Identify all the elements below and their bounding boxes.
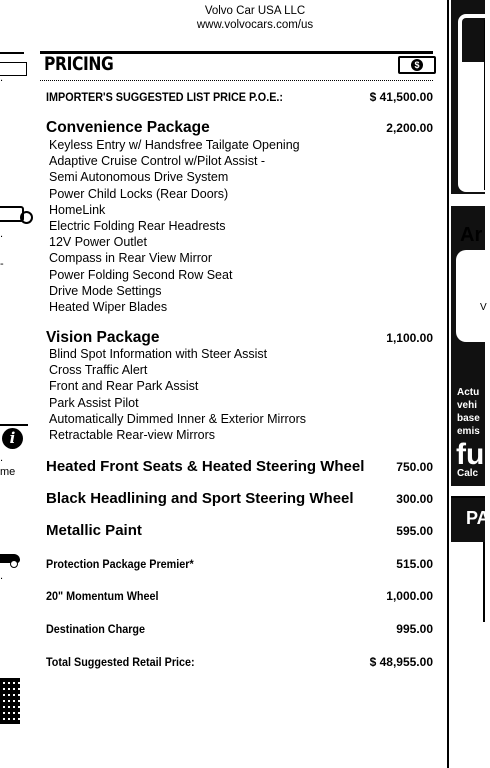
disclaimer-line: emis: [457, 426, 480, 437]
option-label: Black Headlining and Sport Steering Wheel: [46, 490, 354, 507]
package-item: Semi Autonomous Drive System: [49, 170, 229, 185]
package-item: Power Folding Second Row Seat: [49, 267, 233, 282]
left-fragment-dash: -: [0, 258, 4, 270]
total-price: $ 48,955.00: [369, 655, 433, 669]
section-header-fragment: PA: [466, 508, 490, 528]
package-title: Convenience Package: [46, 119, 210, 136]
option-label: Metallic Paint: [46, 522, 142, 539]
fuel-economy-gap: [451, 194, 485, 206]
package-item: Adaptive Cruise Control w/Pilot Assist -: [49, 154, 266, 169]
package-item: Blind Spot Information with Steer Assist: [49, 347, 268, 361]
option-price: 995.00: [396, 622, 433, 636]
fuel-economy-fragment: Ar: [460, 224, 483, 246]
package-item: 12V Power Outlet: [49, 235, 147, 250]
package-item: Retractable Rear-view Mirrors: [49, 428, 216, 443]
company-website: www.volvocars.com/us: [196, 19, 314, 31]
package-item: Drive Mode Settings: [49, 283, 162, 298]
left-fragment-dot: .: [0, 570, 4, 582]
company-name: Volvo Car USA LLC: [204, 5, 306, 17]
disclaimer-line: Actu: [457, 387, 480, 398]
fuel-gauge-icon: [0, 62, 27, 76]
package-item: Compass in Rear View Mirror: [49, 251, 213, 266]
right-panel-border: [447, 0, 449, 768]
package-item: Keyless Entry w/ Handsfree Tailgate Opening: [49, 138, 300, 152]
right-panel-rule: [483, 542, 485, 622]
left-fragment-dot: .: [0, 72, 4, 84]
package-item: Cross Traffic Alert: [49, 363, 148, 378]
option-price: 750.00: [396, 460, 433, 474]
car-wheel-icon: [10, 560, 18, 568]
fuel-economy-rule: [484, 20, 485, 190]
package-item: Park Assist Pilot: [49, 395, 139, 410]
left-fragment-text: me: [0, 466, 16, 478]
package-item: Heated Wiper Blades: [49, 300, 168, 315]
package-item: HomeLink: [49, 202, 106, 217]
package-price: 2,200.00: [386, 121, 433, 135]
package-item: Power Child Locks (Rear Doors): [49, 186, 229, 201]
dollar-coin-icon: $: [411, 59, 423, 71]
disclaimer-line: vehi: [457, 400, 478, 411]
option-label: Destination Charge: [46, 622, 146, 636]
fueleconomy-logo-fragment: fu: [456, 438, 485, 471]
msrp-label: IMPORTER'S SUGGESTED LIST PRICE P.O.E.:: [46, 90, 284, 104]
option-price: 1,000.00: [386, 589, 433, 603]
left-fragment-dot: .: [0, 228, 4, 240]
option-price: 595.00: [396, 524, 433, 538]
option-price: 515.00: [396, 557, 433, 571]
package-item-list: [49, 137, 300, 315]
info-icon: i: [2, 428, 23, 449]
qr-code-icon: [0, 678, 20, 724]
option-label: Heated Front Seats & Heated Steering Wheel: [46, 458, 365, 475]
disclaimer-line: base: [457, 413, 480, 424]
option-label: Protection Package Premier*: [46, 557, 194, 571]
option-price: 300.00: [396, 492, 433, 506]
charging-connector-icon: [20, 211, 33, 224]
option-label: 20" Momentum Wheel: [46, 589, 159, 603]
left-rule: [0, 52, 24, 54]
fuel-economy-box: [456, 250, 485, 342]
calculator-fragment: Calc: [457, 468, 479, 479]
package-item: Front and Rear Park Assist: [49, 379, 199, 394]
package-item: Automatically Dimmed Inner & Exterior Mirrors: [49, 411, 307, 426]
fuel-economy-fragment: V: [480, 302, 487, 313]
pricing-badge: [398, 56, 436, 74]
fuel-economy-disclaimer: [457, 386, 480, 438]
fuel-economy-header-bar: [462, 18, 485, 62]
package-price: 1,100.00: [386, 331, 433, 345]
package-item: Electric Folding Rear Headrests: [49, 219, 226, 234]
msrp-price: $ 41,500.00: [369, 90, 433, 104]
package-item-list: [49, 346, 306, 443]
package-title: Vision Package: [46, 329, 160, 346]
pricing-title: PRICING: [44, 53, 114, 75]
left-rule: [0, 424, 28, 426]
left-fragment-dot: .: [0, 452, 4, 464]
total-label: Total Suggested Retail Price:: [46, 655, 195, 669]
